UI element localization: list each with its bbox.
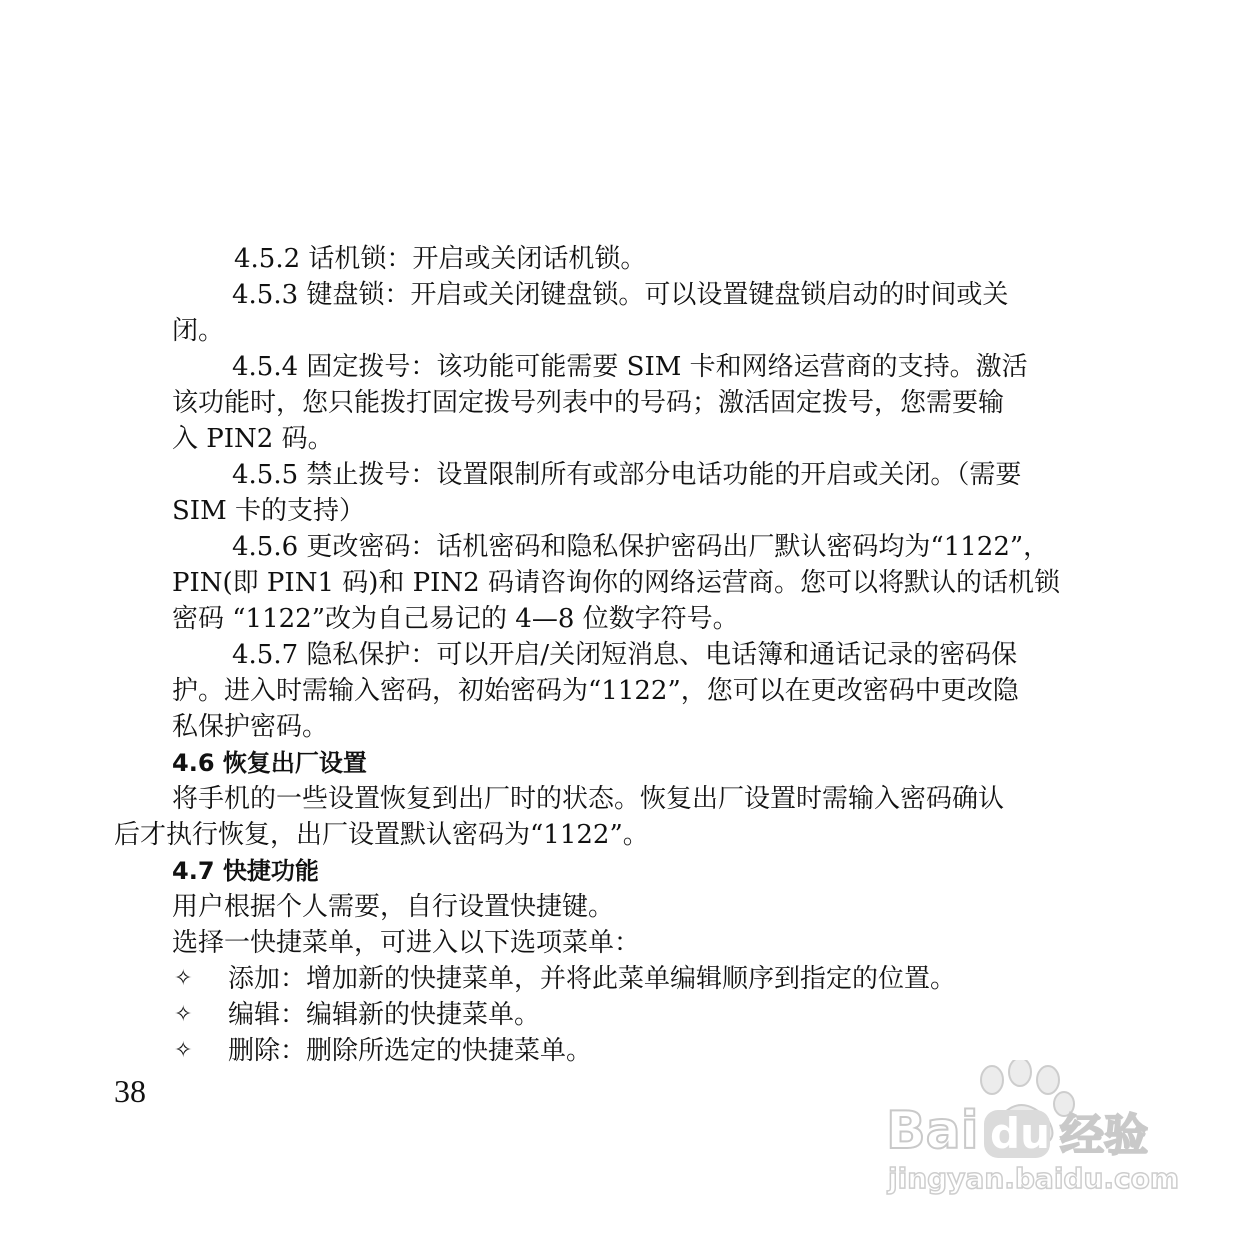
text-line-4-5-7-cont2: 私保护密码。 bbox=[172, 712, 329, 742]
section-4-6-line-1: 将手机的一些设置恢复到出厂时的状态。恢复出厂设置时需输入密码确认 bbox=[172, 784, 1005, 814]
text-line-4-5-2: 4.5.2 话机锁：开启或关闭话机锁。 bbox=[234, 244, 647, 274]
bullet-icon: ✧ bbox=[174, 1038, 193, 1063]
text-line-4-5-4-cont2: 入 PIN2 码。 bbox=[172, 424, 334, 454]
paw-logo-icon bbox=[880, 1060, 1180, 1200]
section-4-6-title: 4.6 恢复出厂设置 bbox=[172, 749, 367, 777]
page-number: 38 bbox=[114, 1073, 146, 1109]
text-line-4-5-6-cont2: 密码 “1122”改为自己易记的 4—8 位数字符号。 bbox=[172, 604, 739, 634]
text-line-4-5-5: 4.5.5 禁止拨号：设置限制所有或部分电话功能的开启或关闭。（需要 bbox=[232, 460, 1022, 490]
svg-text:经验: 经验 bbox=[1060, 1110, 1148, 1161]
svg-text:du: du bbox=[990, 1109, 1050, 1158]
text-line-4-5-4: 4.5.4 固定拨号：该功能可能需要 SIM 卡和网络运营商的支持。激活 bbox=[232, 352, 1028, 382]
text-line-4-5-7-cont1: 护。进入时需输入密码，初始密码为“1122”，您可以在更改密码中更改隐 bbox=[172, 676, 1019, 706]
text-line-4-5-6-cont1: PIN(即 PIN1 码)和 PIN2 码请咨询你的网络运营商。您可以将默认的话机锁 bbox=[172, 568, 1060, 598]
svg-text:jingyan.baidu.com: jingyan.baidu.com bbox=[888, 1162, 1180, 1195]
bullet-icon: ✧ bbox=[174, 966, 193, 991]
text-line-4-5-6: 4.5.6 更改密码：话机密码和隐私保护密码出厂默认密码均为“1122”， bbox=[232, 532, 1050, 562]
bullet-item-edit: 编辑：编辑新的快捷菜单。 bbox=[228, 1000, 541, 1030]
section-4-7-line-2: 选择一快捷菜单，可进入以下选项菜单： bbox=[172, 928, 641, 958]
svg-text:Bai: Bai bbox=[886, 1101, 979, 1161]
section-4-6-line-2: 后才执行恢复，出厂设置默认密码为“1122”。 bbox=[114, 820, 649, 850]
text-line-4-5-7: 4.5.7 隐私保护：可以开启/关闭短消息、电话簿和通话记录的密码保 bbox=[232, 640, 1018, 670]
baidu-jingyan-watermark bbox=[880, 1060, 1180, 1200]
text-line-4-5-5-cont: SIM 卡的支持） bbox=[172, 496, 365, 526]
text-line-4-5-3-cont: 闭。 bbox=[172, 316, 225, 346]
bullet-item-add: 添加：增加新的快捷菜单，并将此菜单编辑顺序到指定的位置。 bbox=[228, 964, 957, 994]
section-4-7-title: 4.7 快捷功能 bbox=[172, 857, 319, 885]
text-line-4-5-4-cont1: 该功能时，您只能拨打固定拨号列表中的号码；激活固定拨号，您需要输 bbox=[172, 388, 1005, 418]
bullet-item-delete: 删除：删除所选定的快捷菜单。 bbox=[228, 1036, 593, 1066]
text-line-4-5-3: 4.5.3 键盘锁：开启或关闭键盘锁。可以设置键盘锁启动的时间或关 bbox=[232, 280, 1009, 310]
section-4-7-line-1: 用户根据个人需要，自行设置快捷键。 bbox=[172, 892, 615, 922]
bullet-icon: ✧ bbox=[174, 1002, 193, 1027]
